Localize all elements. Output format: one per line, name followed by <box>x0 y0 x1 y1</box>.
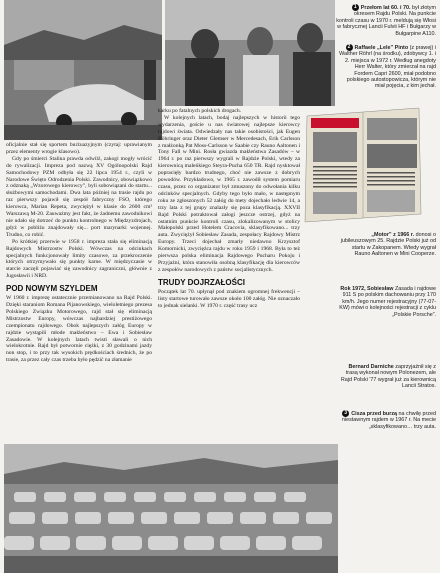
caption-2-number: 2 <box>346 44 353 51</box>
col1-paragraph-3: Po krótkiej przerwie w 1958 r. impreza stała się eliminacją Rajdowych Mistrzostw Polski. Wówczas na odcinkach specjalnych funkcjonowały limity czasowe, za przekroczenie których otrzymywało się punkty karne. W międzyczasie w starcie zaczęli pojawiać się zawodnicy zagraniczni, głównie z Jugosławii i NRD. <box>6 238 152 280</box>
photo-rally-cars <box>4 0 162 140</box>
caption-6-number: 3 <box>342 410 349 417</box>
caption-3-text: donosi o jubileuszowym 25. Rajdzie Polski już od startu w Zakopanem. Wtedy wygrał Rauno Aaltonen w Mini Cooperze. <box>340 232 436 258</box>
caption-1-text: był złotym okresem Rajdu Polski. Na punkcie kontroli czasu w 1970 r. meldują się Włosi w fabrycznej Lancii Fulvii HF i Bułgarzy w Bułgarpine A110. <box>336 4 436 37</box>
col1-paragraph-4: W 1960 r. imprezę ostatecznie przemianowano na Rajd Polski. Dzięki staraniom Romana Pijanowskiego, wieloletniego prezesa Polskiego Związku Motorowego, rajd stał się eliminacją Mistrzostw Europy, wówczas najbardziej prestiżowego czempionatu rajdowego. Obok najlepszych załóg Europy w rajdzie wystąpili młode małżeństwo – Ewa i Sobiesław Zasadowie. W kolejnych latach twisti sławali o nich wielokrotnie. Rajd był potwornie ciężki, z 30 godzinami jazdy non stop, i to przy tak wysokich prędkościach średnich, że po trasie, za przez cały czas trzeba było pędzić na złamanie <box>6 295 152 364</box>
caption-2 <box>336 44 436 90</box>
photo-parked-rally-cars-image <box>4 444 338 573</box>
section-heading-trudy-dojrzalosci: TRUDY DOJRZAŁOŚCI <box>158 277 245 287</box>
caption-3 <box>336 232 436 258</box>
photo-pinto-rohrl-image <box>165 0 335 106</box>
col2-paragraph-1: karku po fatalnych polskich drogach. <box>158 108 242 114</box>
caption-6 <box>336 410 436 430</box>
caption-2-text: (z prawej) i Walther Röhrl (na środku), zdobywcy 1. i 2. miejsca w 1972 r. Według anegdoty Herr Walter, który zmierzał na rajd Fordem Capri 2600, miał podobno polskiego autostopowicza, którym nie miał pojęcia, z kim jechał. <box>339 44 436 90</box>
photo-pinto-rohrl <box>165 0 335 106</box>
col2-paragraph-3: Początek lat 70. upłynął pod znakiem ogromnej frekwencji – listy startowe turowało zawsze około 100 załóg. Nie oznaczało to jednak sielanki. W 1970 r. część trasy ucz <box>158 288 300 309</box>
caption-3-title: „Motor” z 1966 r. <box>371 232 415 238</box>
col2-paragraph-2: W kolejnych latach, bodaj najlepszych w historii tego wydarzenia, goście u nas światowej najlepsze kierowcy rajdowi świata. Odwiedzały nas takie osobistości, jak Eugen Böhringer oraz Dieter Glemser w Mercedesach, Erik Carlsson z małżonką Pat Moss-Carlsson w Saabie czy Rauno Aaltonen i Tony Fall w Mini. Rosła gwiazda małżeństwa Zasadów – w 1964 r. po raz pierwszy wygrali w Rajdzie Polski, wtedy za kierownicą maleńkiego Steyra-Pucha 650 TR. Rajd nysktował popracięły bardzo trudnego, choć nie zawsze z dobrych powodów. Przykładowo, w 1965 r. zawodił system pomiaru czasu, przez co organizator był zmuszony do odwołania kilku odcinków specjalnych. Gdyby tego było mało, w następnym roku ze zgłoszonych 52 załóg do mety dojechało ledwie 14, a trzy lata z tej grupy znalazły się poza klasyfikacją. XXVII Rajd Polski potraktował załogi jeszcze ostrzej, gdyż na ostatnim punkcie kontroli czasu, zlokalizowanym w stolicy Małopolski przed Hotelem Cracovia, sklasyfikowano... trzy auta. Zwyciężył Sobiesław Zasada, zespołacy Rajdowy Mistrz Europy. Trzeci dojechał zmarły niedawno Krzysztof Komornicki, zwyciężca rajdu w roku 1959 i 1968. Była to też pierwsza polska eliminacja Rajdowego Pucharu Pokoju i Przyjaźni, która stanowiła osobną klasyfikację dla kierowców z zespołów narodowych z państw socjalistycznych. <box>158 114 300 273</box>
col1-paragraph-2: Gdy po śmierci Stalina prawda odwilż, zakogi mogły wrócić do rywalizacji. Impreza pod nazwą XV Ogólnopolski Rajd Samochodowy PZM odbyła się 22 lipca 1954 r., czyli w Narodowe Święto Odrodzenia Polski. Zawodnicy, obowiązkowo z odznaką „Wzorowego kierowcy”, byli sobowiązani do startu... służbowymi samochodami. Dwa lata później na trasie rajdu po raz pierwszy pojawił się zespół fabryczny FSO, którego kierowca, Marian Repeta, zwyciężył w klasie do 2600 cm³ Warszawą M-20. Zauważmy jest fakt, że żadnemu zawodnikowi nie udało się dotrzeć do punktu kontrolnego w Międzyzdrojach, gdyż w pobliżu znajdowały się... port marynarki wojennej. Trudno, co robić. <box>6 155 152 238</box>
caption-4 <box>336 286 436 318</box>
caption-6-text: na chwilę przed niestawnym rajdem w 1967 r. Na mecie „sklasyfikowano… trzy auta. <box>341 410 436 430</box>
caption-5-text: zaprzyjaźnił się z trasą wykonał nowym Polonezem, ale Rajd Polski '77 wygrał już za kierownicą Lancii Stratos. <box>340 364 436 390</box>
article-column-1 <box>6 142 152 442</box>
photo-rally-cars-image <box>4 0 162 140</box>
section-heading-pod-nowym-szyldem: POD NOWYM SZYLDEM <box>6 284 98 294</box>
caption-1 <box>336 4 436 37</box>
photo-parked-rally-cars <box>4 444 338 573</box>
col1-paragraph-1: oficjalnie stał się sportem burżuazyjnym (czytaj: uprawianym przez elementy wrogie klasowo). <box>6 142 152 155</box>
caption-2-title: Raffaele „Lele” Pinto <box>354 44 409 51</box>
article-column-2 <box>158 108 300 442</box>
caption-4-title: Rok 1972, Sobiesław <box>340 286 394 292</box>
caption-5-title: Bernard Darniche <box>348 364 394 370</box>
caption-1-number: 1 <box>352 4 359 11</box>
caption-1-title: Przełom lat 60. i 70. <box>360 4 411 11</box>
caption-4-text: Zasada i rajdowe 911 S po polskim dachowaniu przy 170 km/h. Jego numer rejestracyjny (77-07-KW) mówi o kolejności rejestracji z cyklu „Polskie Porsche”. <box>339 286 436 318</box>
caption-6-title: Cisza przed burzą <box>351 410 398 417</box>
magazine-spread-image <box>303 106 423 224</box>
caption-5 <box>336 364 436 390</box>
magazine-image <box>303 106 423 224</box>
